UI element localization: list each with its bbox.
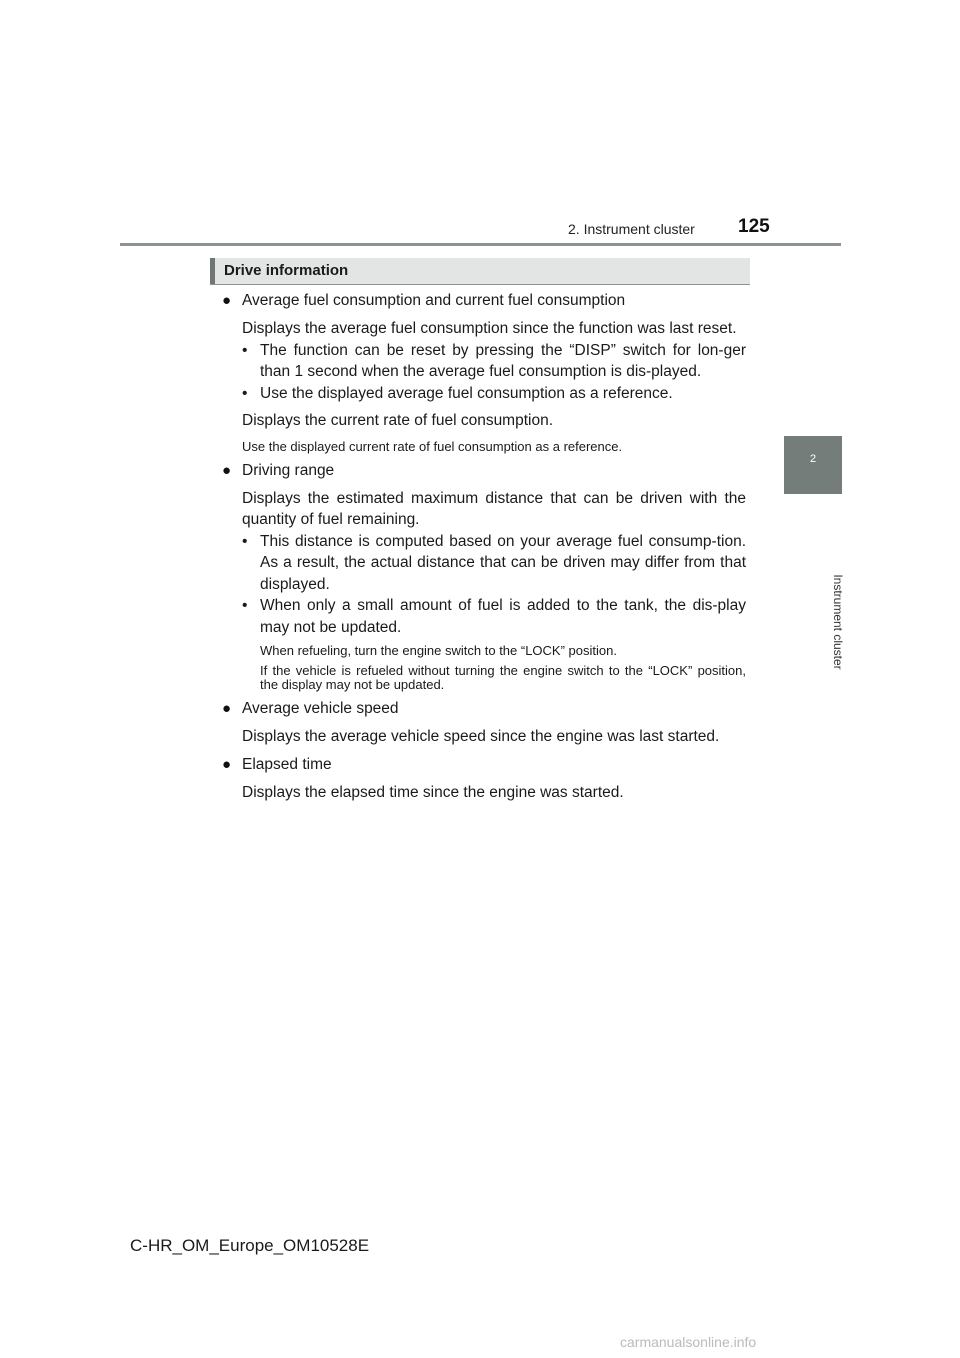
item-title: Average vehicle speed — [242, 700, 399, 717]
sub-item — [242, 531, 746, 596]
section-heading-title: Drive information — [224, 262, 349, 279]
sub-item — [242, 340, 746, 383]
watermark: carmanualsonline.info — [620, 1334, 757, 1350]
sub-item-text: When only a small amount of fuel is added to the tank, the dis-play may not be updated. — [260, 597, 746, 636]
header-rule — [120, 243, 841, 246]
item-title: Elapsed time — [242, 755, 332, 773]
item-average-speed — [222, 698, 746, 720]
sub-bullet-icon: • — [242, 384, 248, 402]
footer-doc-code: C-HR_OM_Europe_OM10528E — [130, 1236, 370, 1255]
bullet-icon: ● — [222, 755, 232, 773]
item-driving-range — [222, 460, 746, 482]
bullet-icon: ● — [222, 461, 232, 479]
note: When refueling, turn the engine switch to the “LOCK” position. — [260, 643, 617, 658]
paragraph: Displays the average vehicle speed since the engine was last started. — [242, 728, 720, 745]
item-elapsed-time — [222, 754, 746, 776]
item-title: Average fuel consumption and current fuel consumption — [242, 292, 626, 309]
page-number: 125 — [738, 216, 770, 237]
paragraph: Displays the current rate of fuel consumption. — [242, 412, 554, 429]
page-content — [222, 288, 746, 803]
paragraph: Displays the elapsed time since the engine was started. — [242, 783, 624, 801]
item-average-fuel — [222, 290, 746, 312]
sub-item-text: The function can be reset by pressing the “DISP” switch for lon-ger than 1 second when the average fuel consumption is dis-played. — [260, 341, 746, 380]
section-heading-bar — [210, 258, 750, 285]
sub-item-text: This distance is computed based on your average fuel consump-tion. As a result, the actual distance that can be driven may differ from that displayed. — [260, 532, 746, 593]
sub-item — [242, 595, 746, 638]
sub-bullet-icon: • — [242, 597, 248, 614]
chapter-tab-label: Instrument cluster — [831, 574, 845, 670]
sub-item-text: Use the displayed average fuel consumption as a reference. — [260, 384, 673, 402]
note: If the vehicle is refueled without turning the engine switch to the “LOCK” position, the display may not be updated. — [260, 663, 746, 692]
item-title: Driving range — [242, 461, 335, 479]
sub-item — [242, 383, 746, 405]
section-heading-accent — [210, 258, 215, 284]
note: Use the displayed current rate of fuel consumption as a reference. — [242, 438, 623, 454]
header-section-title: 2. Instrument cluster — [568, 221, 695, 237]
paragraph: Displays the estimated maximum distance that can be driven with the quantity of fuel remaining. — [242, 489, 746, 528]
sub-bullet-icon: • — [242, 532, 248, 550]
chapter-tab: 2 — [784, 436, 842, 494]
sub-bullet-icon: • — [242, 341, 248, 359]
bullet-icon: ● — [222, 292, 232, 309]
paragraph: Displays the average fuel consumption since the function was last reset. — [242, 320, 737, 337]
bullet-icon: ● — [222, 700, 232, 717]
